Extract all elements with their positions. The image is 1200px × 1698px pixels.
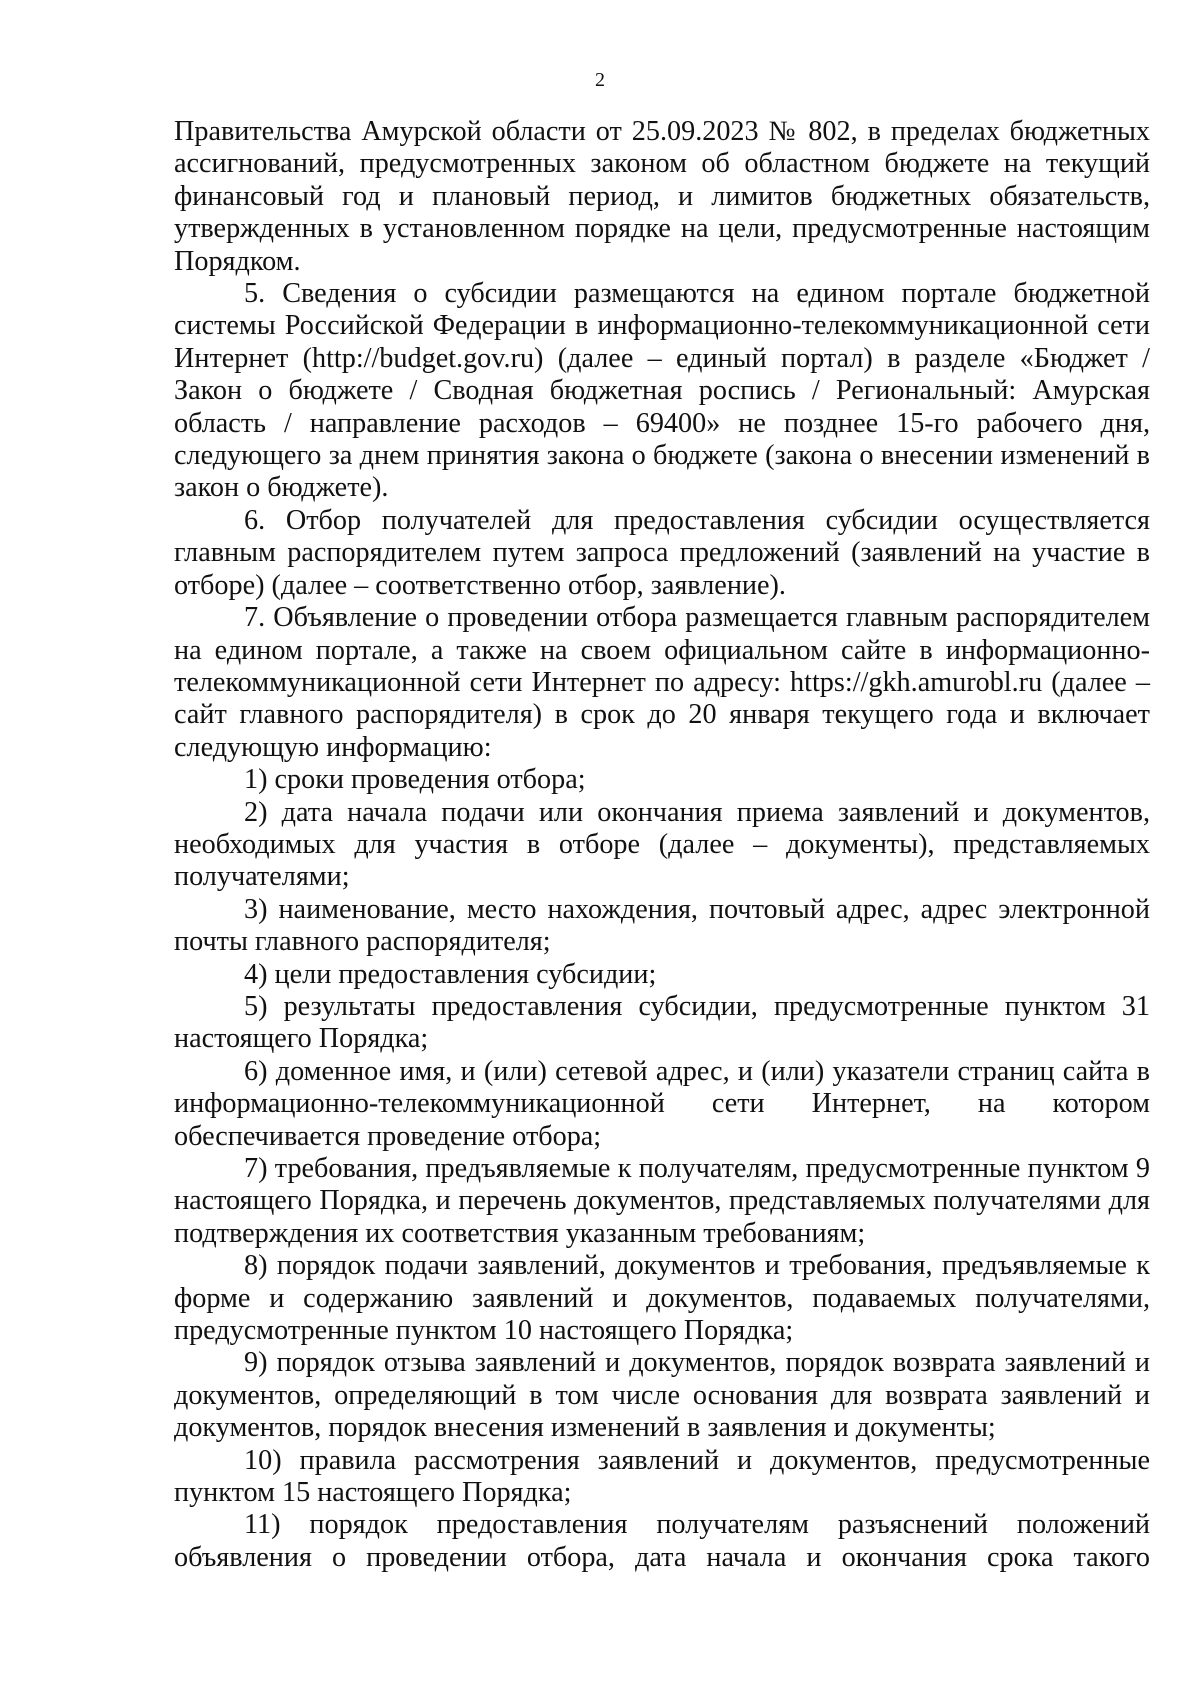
list-item-1: 1) сроки проведения отбора; [244, 764, 586, 796]
paragraph-continuation: Правительства Амурской области от 25.09.2023 № 802, в пределах бюджетных ассигнований, предусмотренных законом об областном бюджете на текущий финансовый год и плановый период, и лимитов бюджетных обязательств, утвержденных в установленном порядке на цели, предусмотренные настоящим Порядком. [174, 116, 1150, 277]
paragraph-item-7: 7. Объявление о проведении отбора размещается главным распорядителем на едином портале, а также на своем официальном сайте в информационно-телекоммуникационной сети Интернет по адресу: https://gkh.amurobl.ru (далее – сайт главного распорядителя) в срок до 20 января текущего года и включает следующую информацию: [174, 602, 1150, 763]
list-item-6: 6) доменное имя, и (или) сетевой адрес, и (или) указатели страниц сайта в информационно-телекоммуникационной сети Интернет, на котором обеспечивается проведение отбора; [174, 1055, 1150, 1152]
list-item-4: 4) цели предоставления субсидии; [244, 958, 657, 990]
list-item-11: 11) порядок предоставления получателям разъяснений положений объявления о проведении отбора, дата начала и окончания срока такого [174, 1509, 1150, 1573]
document-body [174, 116, 1150, 1574]
paragraph-item-6: 6. Отбор получателей для предоставления субсидии осуществляется главным распорядителем путем запроса предложений (заявлений на участие в отборе) (далее – соответственно отбор, заявление). [174, 504, 1150, 601]
list-item-10: 10) правила рассмотрения заявлений и документов, предусмотренные пунктом 15 настоящего Порядка; [174, 1444, 1150, 1509]
page-number: 2 [595, 69, 605, 91]
paragraph-item-5: 5. Сведения о субсидии размещаются на едином портале бюджетной системы Российской Федерации в информационно-телекоммуникационной сети Интернет (http://budget.gov.ru) (далее – единый портал) в разделе «Бюджет / Закон о бюджете / Сводная бюджетная роспись / Региональный: Амурская область / направление расходов – 69400» не позднее 15-го рабочего дня, следующего за днем принятия закона о бюджете (закона о внесении изменений в закон о бюджете). [174, 278, 1150, 504]
list-item-5: 5) результаты предоставления субсидии, предусмотренные пунктом 31 настоящего Порядка; [174, 990, 1150, 1055]
list-item-2: 2) дата начала подачи или окончания приема заявлений и документов, необходимых для участия в отборе (далее – документы), представляемых получателями; [174, 796, 1150, 893]
list-item-8: 8) порядок подачи заявлений, документов и требования, предъявляемые к форме и содержанию заявлений и документов, подаваемых получателями, предусмотренные пунктом 10 настоящего Порядка; [174, 1250, 1150, 1347]
list-item-3: 3) наименование, место нахождения, почтовый адрес, адрес электронной почты главного распорядителя; [174, 893, 1150, 958]
list-item-9: 9) порядок отзыва заявлений и документов, порядок возврата заявлений и документов, определяющий в том числе основания для возврата заявлений и документов, порядок внесения изменений в заявления и документы; [174, 1347, 1150, 1444]
list-item-7: 7) требования, предъявляемые к получателям, предусмотренные пунктом 9 настоящего Порядка, и перечень документов, представляемых получателями для подтверждения их соответствия указанным требованиям; [174, 1153, 1150, 1249]
